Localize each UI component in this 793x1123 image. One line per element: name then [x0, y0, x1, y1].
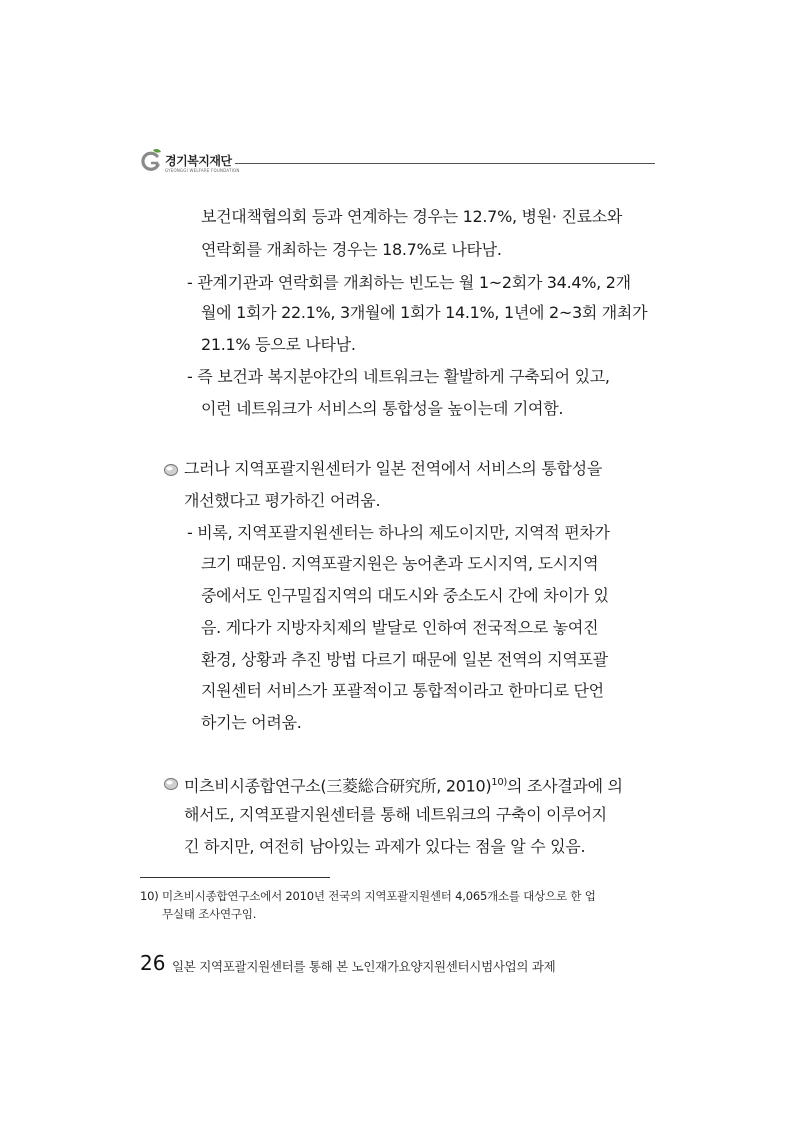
bullet-text: 미츠비시종합연구소(三菱総合研究所, 2010) — [184, 776, 492, 796]
bullet-icon — [163, 461, 179, 477]
dash-item-line: 중에서도 인구밀집지역의 대도시와 중소도시 간에 차이가 있 — [201, 586, 609, 605]
footnote-line: 무실태 조사연구임. — [162, 907, 257, 921]
body-line: 연락회를 개최하는 경우는 18.7%로 나타남. — [201, 240, 502, 259]
dash-item-line: 음. 게다가 지방자치제의 발달로 인하여 전국적으로 놓여진 — [201, 618, 599, 637]
page-number: 26 — [140, 951, 166, 975]
bullet-line: 해서도, 지역포괄지원센터를 통해 네트워크의 구축이 이루어지 — [184, 805, 607, 824]
org-name: 경기복지재단 — [165, 154, 232, 168]
footnote-reference[interactable]: 10) — [491, 777, 508, 788]
dash-item-line: 월에 1회가 22.1%, 3개월에 1회가 14.1%, 1년에 2~3회 개최가 — [201, 303, 648, 322]
bullet-line — [184, 772, 623, 797]
dash-item-line: 지원센터 서비스가 포괄적이고 통합적이라고 한마디로 단언 — [201, 681, 604, 700]
footnote-rule — [140, 877, 330, 878]
foundation-logo-icon — [140, 148, 162, 174]
dash-item-line: 환경, 상황과 추진 방법 다르기 때문에 일본 전역의 지역포괄 — [201, 650, 608, 669]
bullet-line: 개선했다고 평가하긴 어려움. — [184, 491, 381, 510]
dash-item-line: 크기 때문임. 지역포괄지원은 농어촌과 도시지역, 도시지역 — [201, 554, 599, 573]
dash-item-line: 이런 네트워크가 서비스의 통합성을 높이는데 기여함. — [201, 399, 564, 418]
bullet-line: 그러나 지역포괄지원센터가 일본 전역에서 서비스의 통합성을 — [184, 459, 602, 478]
org-subtitle: GYEONGGI WELFARE FOUNDATION — [165, 168, 240, 173]
header-rule — [235, 163, 655, 164]
dash-item-line: - 즉 보건과 복지분야간의 네트워크는 활발하게 구축되어 있고, — [187, 367, 610, 386]
bullet-icon — [163, 775, 179, 791]
running-title: 일본 지역포괄지원센터를 통해 본 노인재가요양지원센터시범사업의 과제 — [172, 959, 556, 974]
body-line: 보건대책협의회 등과 연계하는 경우는 12.7%, 병원· 진료소와 — [201, 207, 623, 226]
bullet-line: 긴 하지만, 여전히 남아있는 과제가 있다는 점을 알 수 있음. — [184, 837, 586, 856]
page-header — [140, 146, 655, 182]
dash-item-line: 하기는 어려움. — [201, 713, 302, 732]
dash-item-line: - 비록, 지역포괄지원센터는 하나의 제도이지만, 지역적 편차가 — [187, 523, 610, 542]
dash-item-line: - 관계기관과 연락회를 개최하는 빈도는 월 1~2회가 34.4%, 2개 — [187, 273, 631, 292]
dash-item-line: 21.1% 등으로 나타남. — [201, 335, 356, 354]
bullet-text: 의 조사결과에 의 — [507, 776, 623, 796]
footnote-line: 10) 미츠비시종합연구소에서 2010년 전국의 지역포괄지원센터 4,065개소를 대상으로 한 업 — [140, 889, 596, 903]
